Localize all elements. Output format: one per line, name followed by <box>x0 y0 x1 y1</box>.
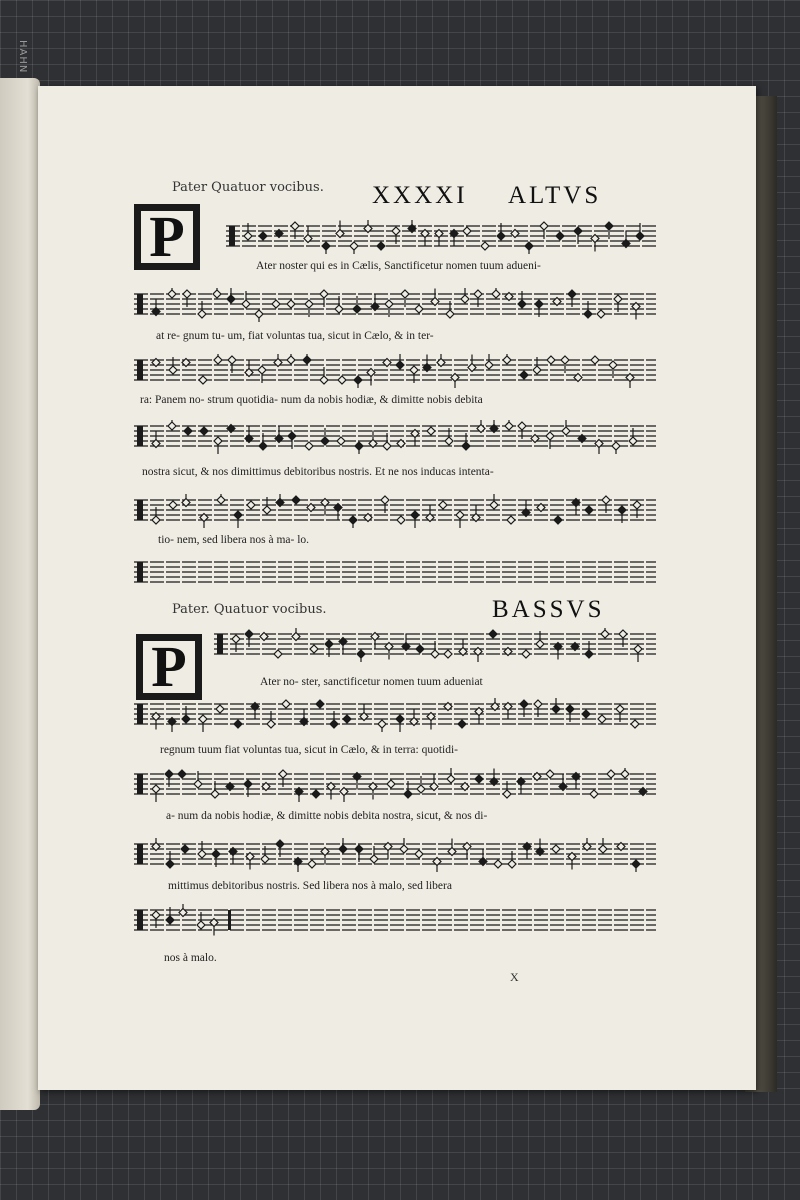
note-head <box>263 506 271 514</box>
note-head <box>387 780 395 788</box>
note-head <box>599 845 607 853</box>
note-head <box>411 511 419 519</box>
note-head <box>462 442 470 450</box>
note-head <box>552 705 560 713</box>
note-head <box>461 295 469 303</box>
altus-lyric-line: at re- gnum tu- um, fiat voluntas tua, sicut in Cælo, & in ter- <box>156 330 434 342</box>
staff-svg <box>134 288 656 322</box>
clef-mark <box>137 360 143 380</box>
clef-mark <box>137 562 143 582</box>
altus-lyric-line: ra: Panem no- strum quotidia- num da nobis hodiæ, & dimitte nobis debita <box>140 394 483 406</box>
staff-svg <box>134 768 656 802</box>
note-head <box>585 650 593 658</box>
note-head <box>168 290 176 298</box>
note-head <box>497 232 505 240</box>
bassus-staff <box>134 768 656 802</box>
note-head <box>274 650 282 658</box>
note-head <box>439 501 447 509</box>
note-head <box>633 501 641 509</box>
note-head <box>255 310 263 318</box>
note-head <box>325 640 333 648</box>
note-head <box>634 645 642 653</box>
bassus-staff <box>134 838 656 872</box>
note-head <box>272 300 280 308</box>
note-head <box>540 222 548 230</box>
note-head <box>244 232 252 240</box>
staff-svg <box>134 838 656 872</box>
note-head <box>614 295 622 303</box>
note-head <box>535 300 543 308</box>
note-head <box>212 850 220 858</box>
note-head <box>616 705 624 713</box>
note-head <box>556 232 564 240</box>
clef-mark <box>137 910 143 930</box>
note-head <box>401 290 409 298</box>
bassus-lyric-line: nos à malo. <box>164 952 217 964</box>
note-head <box>287 356 295 364</box>
note-head <box>337 437 345 445</box>
note-head <box>353 305 361 313</box>
note-head <box>445 437 453 445</box>
mat-edge-label: HAHN <box>17 40 28 74</box>
note-head <box>417 785 425 793</box>
note-head <box>178 770 186 778</box>
note-head <box>276 840 284 848</box>
note-head <box>197 921 205 929</box>
altus-staff <box>134 288 656 322</box>
note-head <box>330 720 338 728</box>
note-head <box>404 790 412 798</box>
note-head <box>234 511 242 519</box>
note-head <box>619 630 627 638</box>
staff-svg <box>134 556 656 590</box>
note-head <box>447 775 455 783</box>
note-head <box>568 290 576 298</box>
note-head <box>400 845 408 853</box>
note-head <box>392 227 400 235</box>
note-head <box>554 516 562 524</box>
note-head <box>598 715 606 723</box>
note-head <box>198 310 206 318</box>
altus-lyric-line: nostra sicut, & nos dimittimus debitoribus nostris. Et ne nos inducas intenta- <box>142 466 494 478</box>
altus-staff <box>134 494 656 528</box>
note-head <box>629 437 637 445</box>
note-head <box>601 630 609 638</box>
note-head <box>621 770 629 778</box>
note-head <box>605 222 613 230</box>
note-head <box>602 496 610 504</box>
note-head <box>591 356 599 364</box>
note-head <box>261 855 269 863</box>
note-head <box>200 427 208 435</box>
note-head <box>227 295 235 303</box>
note-head <box>383 442 391 450</box>
note-head <box>397 516 405 524</box>
bassus-staff <box>214 628 656 662</box>
staff-svg <box>134 420 656 454</box>
bassus-lyric-line: regnum tuum fiat voluntas tua, sicut in Cælo, & in terra: quotidi- <box>160 744 459 756</box>
note-head <box>574 227 582 235</box>
note-head <box>396 715 404 723</box>
note-head <box>536 640 544 648</box>
note-head <box>463 227 471 235</box>
note-head <box>322 242 330 250</box>
altus-voice-title: ALTVS <box>508 182 602 209</box>
staff-svg <box>134 494 656 528</box>
bassus-voice-title: BASSVS <box>492 596 605 623</box>
note-head <box>632 860 640 868</box>
note-head <box>597 310 605 318</box>
note-head <box>522 650 530 658</box>
clef-mark <box>137 774 143 794</box>
note-head <box>546 770 554 778</box>
note-head <box>503 790 511 798</box>
note-head <box>458 720 466 728</box>
note-head <box>228 356 236 364</box>
note-head <box>475 775 483 783</box>
note-head <box>339 845 347 853</box>
note-head <box>508 860 516 868</box>
note-head <box>182 715 190 723</box>
note-head <box>165 770 173 778</box>
note-head <box>534 700 542 708</box>
altus-lyric-line: Ater noster qui es in Cælis, Sanctificetur nomen tuum adueni- <box>256 260 541 272</box>
note-head <box>396 361 404 369</box>
note-head <box>199 715 207 723</box>
note-head <box>259 442 267 450</box>
altus-staff <box>134 420 656 454</box>
note-head <box>518 300 526 308</box>
note-head <box>308 860 316 868</box>
note-head <box>446 310 454 318</box>
note-head <box>181 845 189 853</box>
note-head <box>303 356 311 364</box>
note-head <box>184 427 192 435</box>
note-head <box>415 850 423 858</box>
note-head <box>168 422 176 430</box>
note-head <box>217 496 225 504</box>
altus-decorated-initial <box>134 204 200 270</box>
note-head <box>199 376 207 384</box>
note-head <box>481 242 489 250</box>
note-head <box>503 356 511 364</box>
altus-staff <box>134 354 656 388</box>
note-head <box>214 356 222 364</box>
note-head <box>566 705 574 713</box>
note-head <box>378 720 386 728</box>
note-head <box>213 290 221 298</box>
note-head <box>343 715 351 723</box>
note-head <box>338 376 346 384</box>
bassus-initial-letter: P <box>151 634 187 699</box>
note-head <box>335 305 343 313</box>
note-head <box>562 427 570 435</box>
altus-initial-letter: P <box>149 204 185 269</box>
staff-svg <box>134 698 656 732</box>
note-head <box>385 300 393 308</box>
note-head <box>609 361 617 369</box>
note-head <box>561 356 569 364</box>
note-head <box>546 432 554 440</box>
note-head <box>316 700 324 708</box>
note-head <box>377 242 385 250</box>
note-head <box>505 422 513 430</box>
note-head <box>211 790 219 798</box>
note-head <box>590 790 598 798</box>
note-head <box>427 427 435 435</box>
note-head <box>636 232 644 240</box>
note-head <box>520 700 528 708</box>
note-head <box>431 650 439 658</box>
score-page <box>38 86 756 1090</box>
note-head <box>247 501 255 509</box>
note-head <box>494 860 502 868</box>
note-head <box>259 232 267 240</box>
note-head <box>214 437 222 445</box>
note-head <box>357 650 365 658</box>
clef-mark <box>137 844 143 864</box>
note-head <box>350 242 358 250</box>
note-head <box>547 356 555 364</box>
note-head <box>216 705 224 713</box>
staff-svg <box>134 904 656 938</box>
note-head <box>183 290 191 298</box>
note-head <box>232 635 240 643</box>
note-head <box>291 222 299 230</box>
clef-mark <box>137 426 143 446</box>
note-head <box>552 845 560 853</box>
bassus-decorated-initial <box>136 634 202 700</box>
note-head <box>585 506 593 514</box>
note-head <box>287 300 295 308</box>
note-head <box>166 860 174 868</box>
note-head <box>631 720 639 728</box>
altus-header: Pater Quatuor vocibus. <box>172 180 324 195</box>
note-head <box>152 785 160 793</box>
note-head <box>305 300 313 308</box>
staff-svg <box>226 220 656 254</box>
bassus-final-staff <box>134 904 656 938</box>
note-head <box>415 305 423 313</box>
note-head <box>518 422 526 430</box>
bassus-lyric-line: mittimus debitoribus nostris. Sed libera nos à malo, sed libera <box>168 880 452 892</box>
note-head <box>354 376 362 384</box>
note-head <box>507 516 515 524</box>
note-head <box>584 310 592 318</box>
clef-mark <box>229 226 235 246</box>
note-head <box>444 650 452 658</box>
left-page-edge <box>0 78 40 1110</box>
staff-svg <box>134 354 656 388</box>
note-head <box>381 496 389 504</box>
note-head <box>612 442 620 450</box>
altus-staff <box>226 220 656 254</box>
note-head <box>279 770 287 778</box>
clef-mark <box>137 500 143 520</box>
note-head <box>282 700 290 708</box>
note-head <box>169 501 177 509</box>
note-head <box>490 501 498 509</box>
note-head <box>492 290 500 298</box>
note-head <box>234 720 242 728</box>
note-head <box>288 432 296 440</box>
note-head <box>194 780 202 788</box>
note-head <box>607 770 615 778</box>
note-head <box>582 710 590 718</box>
note-head <box>244 780 252 788</box>
altus-lyric-line: tio- nem, sed libera nos à ma- lo. <box>158 534 310 546</box>
note-head <box>349 516 357 524</box>
note-head <box>267 720 275 728</box>
piece-number: XXXXI <box>372 182 468 209</box>
note-head <box>245 630 253 638</box>
note-head <box>525 242 533 250</box>
note-head <box>321 437 329 445</box>
note-head <box>474 290 482 298</box>
note-head <box>618 506 626 514</box>
note-head <box>355 442 363 450</box>
bassus-staff <box>134 698 656 732</box>
final-barline <box>228 910 231 930</box>
note-head <box>320 376 328 384</box>
note-head <box>310 645 318 653</box>
bassus-lyric-line: a- num da nobis hodiæ, & dimitte nobis debita nostra, sicut, & nos di- <box>166 810 488 822</box>
note-head <box>312 790 320 798</box>
note-head <box>152 516 160 524</box>
note-head <box>485 361 493 369</box>
note-head <box>292 496 300 504</box>
bassus-header: Pater. Quatuor vocibus. <box>172 602 327 617</box>
signature-mark: X <box>510 970 519 984</box>
bassus-lyric-line: Ater no- ster, sanctificetur nomen tuum adueniat <box>260 676 483 688</box>
note-head <box>152 911 160 919</box>
note-head <box>258 366 266 374</box>
note-head <box>456 511 464 519</box>
note-head <box>305 442 313 450</box>
note-head <box>169 366 177 374</box>
note-head <box>489 630 497 638</box>
note-head <box>320 290 328 298</box>
note-head <box>533 366 541 374</box>
note-head <box>198 850 206 858</box>
note-head <box>370 855 378 863</box>
empty-staff <box>134 556 656 590</box>
note-head <box>242 300 250 308</box>
note-head <box>166 916 174 924</box>
note-head <box>416 645 424 653</box>
clef-mark <box>137 704 143 724</box>
note-head <box>520 371 528 379</box>
clef-mark <box>217 634 223 654</box>
clef-mark <box>137 294 143 314</box>
note-head <box>410 366 418 374</box>
note-head <box>355 845 363 853</box>
staff-svg <box>214 628 656 662</box>
